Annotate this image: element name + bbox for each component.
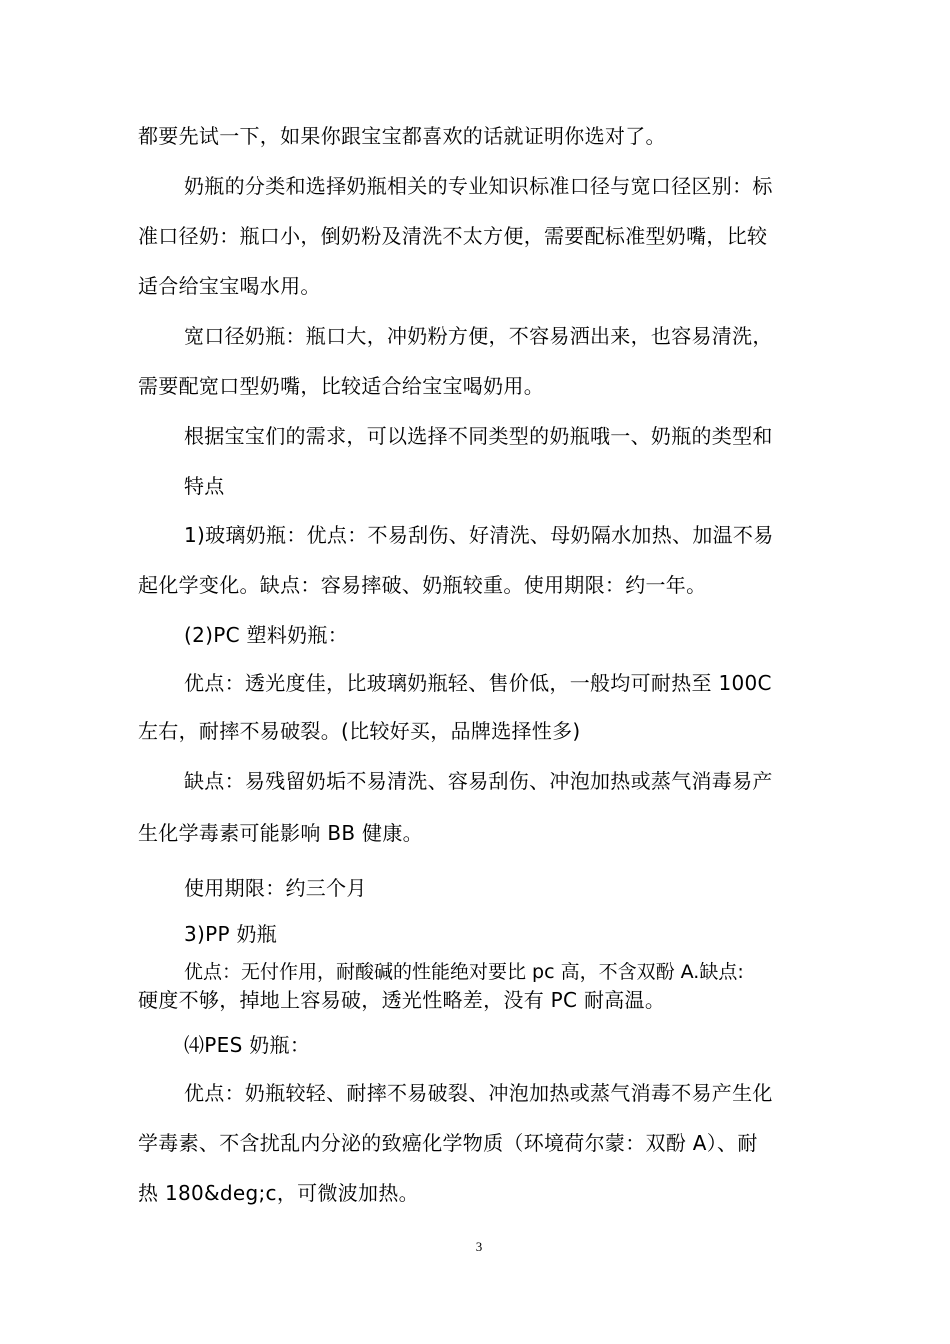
text-line: 优点：透光度佳，比玻璃奶瓶轻、售价低，一般均可耐热至 100C (184, 671, 772, 695)
text-line: 热 180&deg;c，可微波加热。 (138, 1181, 419, 1205)
text-line: 特点 (184, 474, 225, 498)
text-line: 生化学毒素可能影响 BB 健康。 (138, 821, 423, 845)
page-number: 3 (475, 1239, 483, 1254)
text-line: 适合给宝宝喝水用。 (138, 274, 321, 298)
text-line: ⑷PES 奶瓶： (184, 1033, 311, 1057)
text-line: 1)玻璃奶瓶：优点：不易刮伤、好清洗、母奶隔水加热、加温不易 (184, 523, 774, 547)
text-line: 起化学变化。缺点：容易摔破、奶瓶较重。使用期限：约一年。 (138, 573, 707, 597)
text-line: 优点：奶瓶较轻、耐摔不易破裂、冲泡加热或蒸气消毒不易产生化 (184, 1081, 773, 1105)
text-line: 缺点：易残留奶垢不易清洗、容易刮伤、冲泡加热或蒸气消毒易产 (184, 769, 773, 793)
text-line: 都要先试一下，如果你跟宝宝都喜欢的话就证明你选对了。 (138, 124, 666, 148)
text-line: 使用期限：约三个月 (184, 876, 367, 900)
text-line: (2)PC 塑料奶瓶： (184, 623, 349, 647)
text-line: 奶瓶的分类和选择奶瓶相关的专业知识标准口径与宽口径区别：标 (184, 174, 773, 198)
text-line: 需要配宽口型奶嘴，比较适合给宝宝喝奶用。 (138, 374, 544, 398)
text-line: 硬度不够，掉地上容易破，透光性略差，没有 PC 耐高温。 (138, 988, 666, 1012)
text-line: 左右，耐摔不易破裂。(比较好买，品牌选择性多) (138, 719, 581, 743)
text-line: 宽口径奶瓶：瓶口大，冲奶粉方便，不容易洒出来，也容易清洗， (184, 324, 773, 348)
text-line: 学毒素、不含扰乱内分泌的致癌化学物质（环境荷尔蒙：双酚 A）、耐 (138, 1131, 758, 1155)
text-line: 准口径奶：瓶口小，倒奶粉及清洗不太方便，需要配标准型奶嘴，比较 (138, 224, 768, 248)
text-line: 根据宝宝们的需求，可以选择不同类型的奶瓶哦一、奶瓶的类型和 (184, 424, 773, 448)
text-line: 优点：无付作用，耐酸碱的性能绝对要比 pc 高，不含双酚 A.缺点: (184, 961, 744, 983)
text-line: 3)PP 奶瓶 (184, 922, 278, 946)
